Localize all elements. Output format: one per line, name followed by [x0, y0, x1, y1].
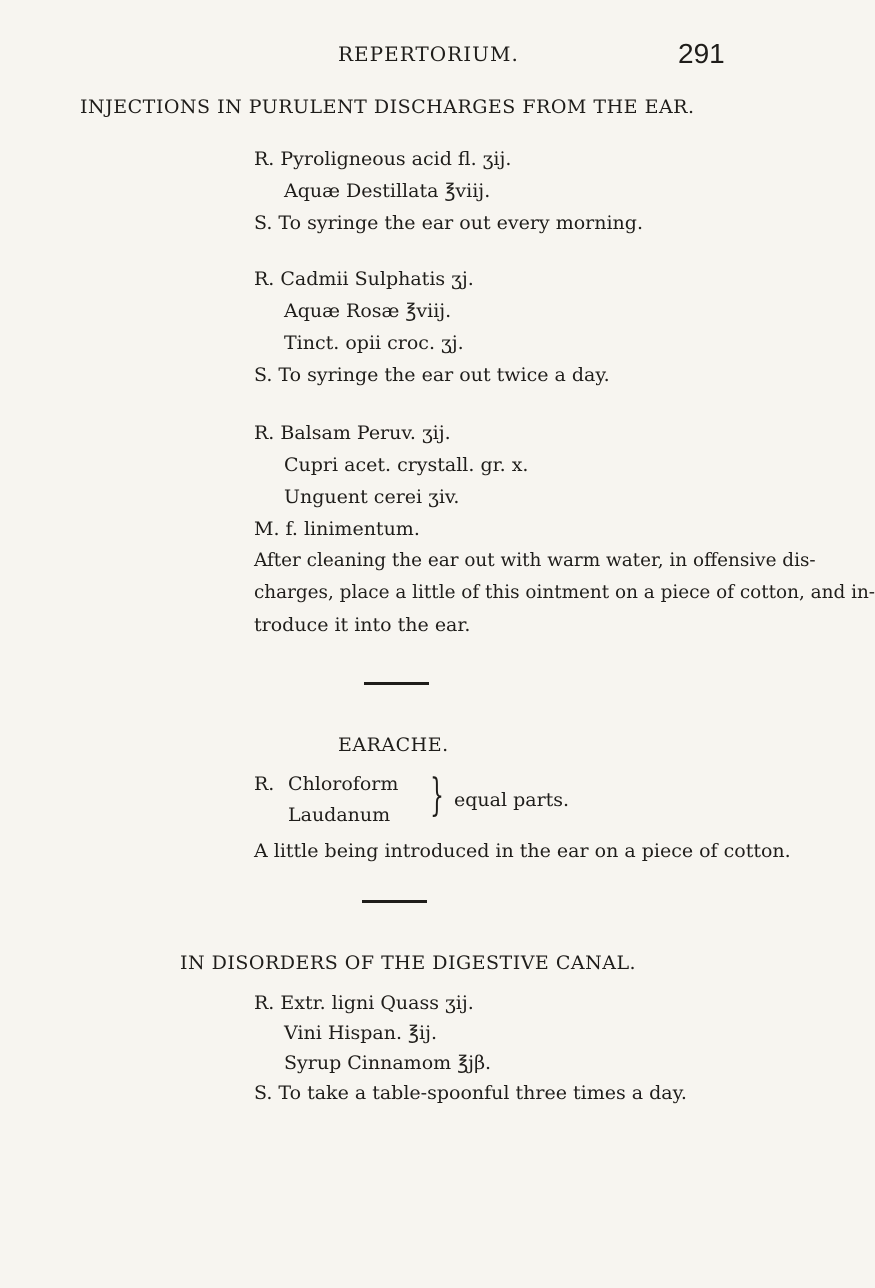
body-text-line: After cleaning the ear out with warm water, in offensive dis-	[254, 550, 816, 571]
body-text-line: A little being introduced in the ear on a piece of cotton.	[254, 840, 791, 862]
proportion-note: equal parts.	[454, 789, 570, 811]
prescription-line: Cupri acet. crystall. gr. x.	[284, 454, 529, 476]
prescription-line: M. f. linimentum.	[254, 518, 420, 540]
page-number: 291	[678, 38, 725, 69]
section-divider	[362, 900, 427, 903]
body-text-line: troduce it into the ear.	[254, 614, 471, 636]
ingredient-laudanum: Laudanum	[288, 804, 391, 826]
prescription-line: Aquæ Destillata ℥viij.	[284, 180, 491, 202]
prescription-line: Unguent cerei ʒiv.	[284, 486, 460, 508]
prescription-line: R. Cadmii Sulphatis ʒj.	[254, 268, 474, 290]
rx-symbol: R.	[254, 773, 275, 795]
running-title: REPERTORIUM.	[338, 42, 519, 66]
section-divider	[364, 682, 429, 685]
prescription-line: S. To take a table-spoonful three times a day.	[254, 1082, 687, 1104]
prescription-line: R. Balsam Peruv. ʒij.	[254, 422, 451, 444]
section-title-digestive: IN DISORDERS OF THE DIGESTIVE CANAL.	[180, 952, 637, 974]
prescription-line: R. Pyroligneous acid fl. ʒij.	[254, 148, 512, 170]
body-text-line: charges, place a little of this ointment on a piece of cotton, and in-	[254, 582, 875, 603]
prescription-line: R. Extr. ligni Quass ʒij.	[254, 992, 474, 1014]
prescription-line: Tinct. opii croc. ʒj.	[284, 332, 464, 354]
section-title-earache: EARACHE.	[338, 734, 449, 756]
prescription-line: Vini Hispan. ℥ij.	[284, 1022, 438, 1044]
prescription-line: S. To syringe the ear out twice a day.	[254, 364, 610, 386]
ingredient-chloroform: Chloroform	[288, 773, 399, 795]
prescription-line: S. To syringe the ear out every morning.	[254, 212, 643, 234]
section-title-injections: INJECTIONS IN PURULENT DISCHARGES FROM THE EAR.	[80, 96, 695, 118]
grouping-brace: }	[430, 770, 444, 821]
prescription-line: Syrup Cinnamom ℥jβ.	[284, 1052, 492, 1074]
prescription-line: Aquæ Rosæ ℥viij.	[284, 300, 452, 322]
